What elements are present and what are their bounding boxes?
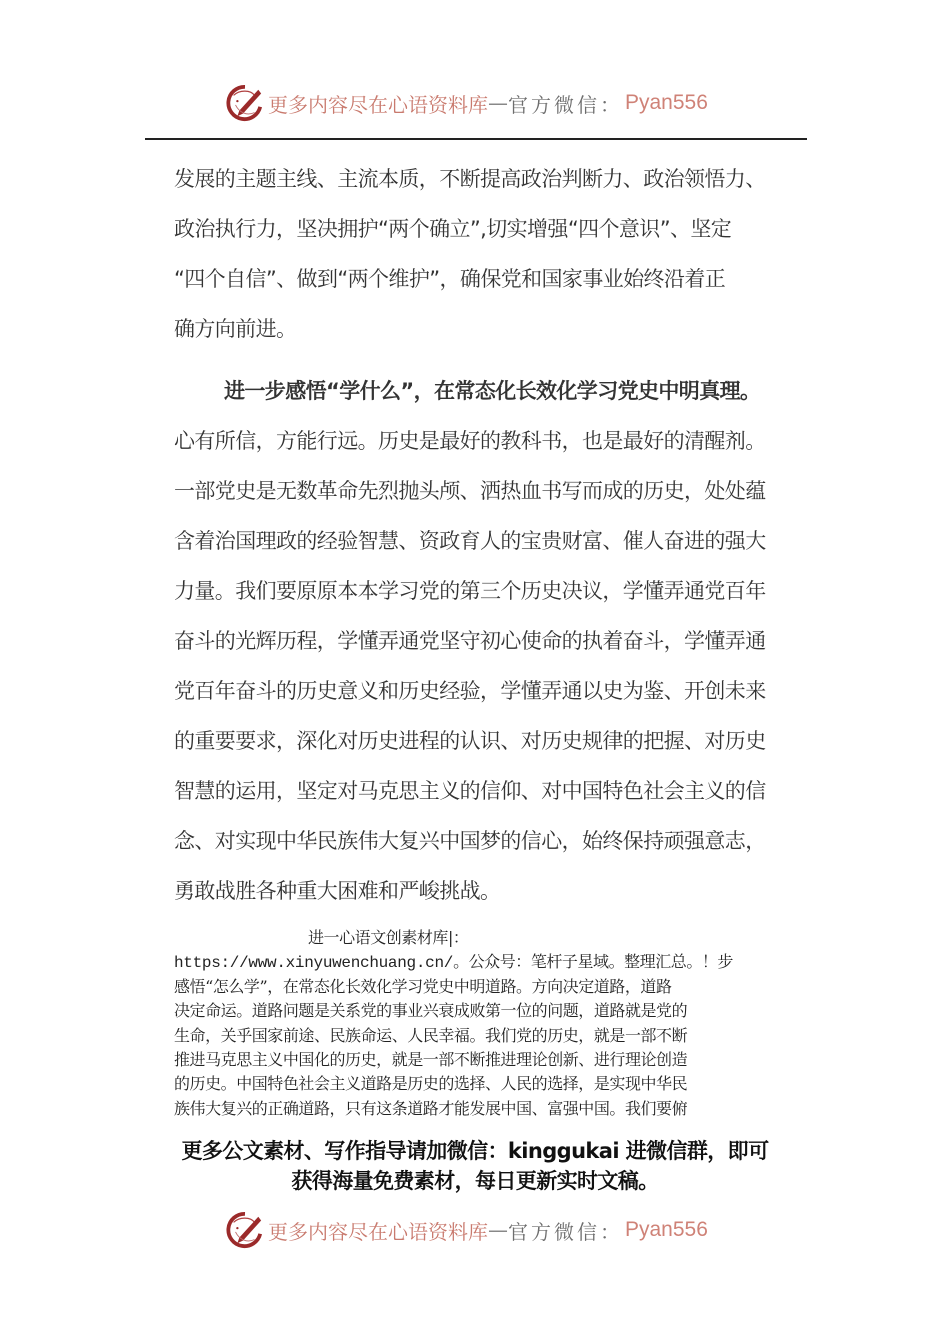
text-line: 智慧的运用，坚定对马克思主义的信仰、对中国特色社会主义的信	[174, 779, 766, 803]
text-line: 政治执行力，坚决拥护“两个确立”,切实增强“四个意识”、坚定	[174, 217, 732, 241]
inserted-text-block	[174, 926, 810, 1121]
text-line: 的重要要求，深化对历史进程的认识、对历史规律的把握、对历史	[174, 729, 766, 753]
quill-pen-logo-icon	[226, 84, 264, 122]
banner-main-text: 更多内容尽在心语资料库	[268, 1219, 488, 1244]
text-line: 心有所信，方能行远。历史是最好的教科书，也是最好的清醒剂。	[174, 429, 766, 453]
text-line: 含着治国理政的经验智慧、资政育人的宝贵财富、催人奋进的强大	[174, 529, 766, 553]
quill-pen-logo-icon	[226, 1211, 264, 1249]
banner-dash: —	[488, 91, 508, 115]
text-line: 奋斗的光辉历程，学懂弄通党坚守初心使命的执着奋斗，学懂弄通	[174, 629, 766, 653]
text-line: 勇敢战胜各种重大困难和严峻挑战。	[174, 879, 501, 903]
promo-line-1: 更多公文素材、写作指导请加微信：kinggukai 进微信群，即可	[181, 1139, 769, 1163]
banner-wechat-label: 官方微信：	[508, 92, 623, 117]
banner-wechat-label: 官方微信：	[508, 1219, 623, 1244]
footer-banner	[226, 1210, 708, 1250]
promo-line-2: 获得海量免费素材，每日更新实时文稿。	[291, 1169, 659, 1193]
text-line: 确方向前进。	[174, 317, 297, 341]
banner-wechat-id: Pyan556	[625, 91, 708, 114]
paragraph-2	[174, 416, 810, 916]
inserted-first-line: 进一心语文创素材库|：	[308, 928, 469, 947]
text-line: 感悟“怎么学”，在常态化长效化学习党史中明道路。方向决定道路，道路	[174, 976, 672, 996]
text-line: 推进马克思主义中国化的历史，就是一部不断推进理论创新、进行理论创造	[174, 1049, 688, 1069]
url-suffix-text: 。公众号：笔杆子星域。整理汇总。！步	[453, 952, 733, 972]
header-divider	[145, 138, 807, 140]
section-heading: 进一步感悟“学什么”，在常态化长效化学习党史中明真理。	[224, 379, 761, 403]
text-line: 的历史。中国特色社会主义道路是历史的选择、人民的选择，是实现中华民	[174, 1074, 688, 1094]
header-banner	[226, 83, 708, 123]
text-line: 念、对实现中华民族伟大复兴中国梦的信心，始终保持顽强意志，	[174, 829, 766, 853]
inserted-url-line	[174, 950, 810, 974]
banner-wechat-id: Pyan556	[625, 1218, 708, 1241]
text-line: 生命，关乎国家前途、民族命运、人民幸福。我们党的历史，就是一部不断	[174, 1025, 688, 1045]
promo-notice	[140, 1136, 810, 1196]
text-line: 一部党史是无数革命先烈抛头颅、洒热血书写而成的历史，处处蕴	[174, 479, 766, 503]
text-line: 党百年奋斗的历史意义和历史经验，学懂弄通以史为鉴、开创未来	[174, 679, 766, 703]
text-line: 力量。我们要原原本本学习党的第三个历史决议，学懂弄通党百年	[174, 579, 766, 603]
text-line: 族伟大复兴的正确道路，只有这条道路才能发展中国、富强中国。我们要俯	[174, 1098, 688, 1118]
text-line: “四个自信”、做到“两个维护”，确保党和国家事业始终沿着正	[174, 267, 726, 291]
text-line: 决定命运。道路问题是关系党的事业兴衰成败第一位的问题，道路就是党的	[174, 1001, 688, 1021]
paragraph-1	[174, 154, 810, 354]
source-url-link[interactable]: https://www.xinyuwenchuang.cn/	[174, 954, 454, 973]
banner-main-text: 更多内容尽在心语资料库	[268, 92, 488, 117]
banner-dash: —	[488, 1218, 508, 1242]
text-line: 发展的主题主线、主流本质，不断提高政治判断力、政治领悟力、	[174, 167, 766, 191]
